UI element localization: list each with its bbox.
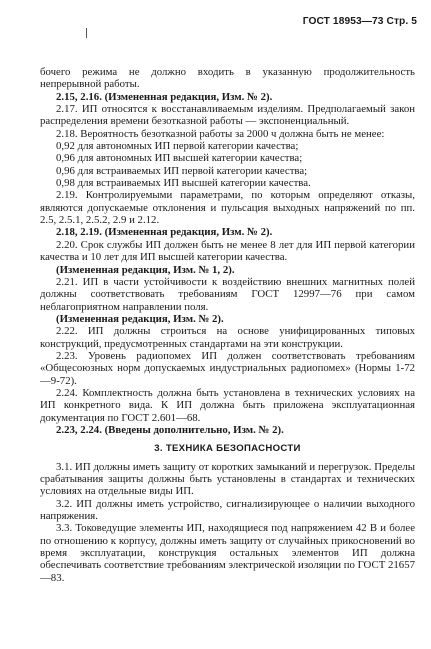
amendment-note: (Измененная редакция, Изм. № 2).: [56, 312, 224, 325]
clause-2-24: 2.24. Комплектность должна быть установлена в технических условиях на ИП конкретного вида. К ИП должна быть приложена эксплуатационная документация по ГОСТ 2.601—68.: [40, 386, 415, 424]
clause-2-19: 2.19. Контролируемыми параметрами, по которым определяют отказы, являются допускаемые отклонения и пульсация выходных напряжений по пп. 2.5, 2.5.1, 2.5.2, 2.9 и 2.12.: [40, 189, 415, 227]
amendment-note: (Измененная редакция, Изм. № 1, 2).: [56, 263, 235, 276]
clause-2-20: 2.20. Срок службы ИП должен быть не менее 8 лет для ИП первой категории качества и 10 лет для ИП высшей категории качества.: [40, 238, 415, 264]
clause-2-17: 2.17. ИП относятся к восстанавливаемым изделиям. Предполагаемый закон распределения времени безотказной работы — экспоненциальный.: [40, 103, 415, 128]
page-header: ГОСТ 18953—73 Стр. 5: [302, 16, 417, 27]
clause-3-3: 3.3. Токоведущие элементы ИП, находящиеся под напряжением 42 В и более по отношению к корпусу, должны иметь защиту от случайных прикосновений во время эксплуатации, конструкция остальных элементов ИП должна обеспечивать соответствие требованиям электрической изоляции по ГОСТ 21657—83.: [40, 522, 415, 584]
list-item: 0,96 для автономных ИП высшей категории качества;: [56, 152, 303, 165]
list-item: 0,92 для автономных ИП первой категории качества;: [56, 140, 299, 153]
clause-2-22: 2.22. ИП должны строиться на основе унифицированных типовых конструкций, предусмотренных стандартами на эти конструкции.: [40, 325, 415, 350]
clause-2-23: 2.23. Уровень радиопомех ИП должен соответствовать требованиям «Общесоюзных норм допускаемых индустриальных радиопомех» (Нормы 1-72—9-72).: [40, 349, 415, 387]
clause-2-18: 2.18. Вероятность безотказной работы за 2000 ч должна быть не менее:: [56, 127, 385, 140]
clause-3-2: 3.2. ИП должны иметь устройство, сигнализирующее о наличии выходного напряжения.: [40, 497, 415, 523]
section-title: 3. ТЕХНИКА БЕЗОПАСНОСТИ: [154, 443, 301, 455]
clause-3-1: 3.1. ИП должны иметь защиту от коротких замыканий и перегрузок. Пределы срабатывания защиты должны быть установлены в стандартах и технических условиях на отдельные виды ИП.: [40, 460, 415, 498]
margin-mark: [86, 28, 87, 38]
amendment-note: 2.23, 2.24. (Введены дополнительно, Изм. № 2).: [56, 423, 284, 436]
document-body: [40, 66, 415, 584]
list-item: 0,98 для встраиваемых ИП высшей категории качества.: [56, 177, 311, 190]
amendment-note: 2.15, 2.16. (Измененная редакция, Изм. № 2).: [56, 90, 273, 103]
paragraph-continuation: бочего режима не должно входить в указанную продолжительность непрерывной работы.: [40, 66, 415, 91]
amendment-note: 2.18, 2.19. (Измененная редакция, Изм. № 2).: [56, 226, 273, 239]
list-item: 0,96 для встраиваемых ИП первой категории качества;: [56, 164, 308, 177]
clause-2-21: 2.21. ИП в части устойчивости к воздействию внешних магнитных полей должны соответствовать требованиям ГОСТ 12997—76 при самом неблагоприятном направлении поля.: [40, 275, 415, 313]
